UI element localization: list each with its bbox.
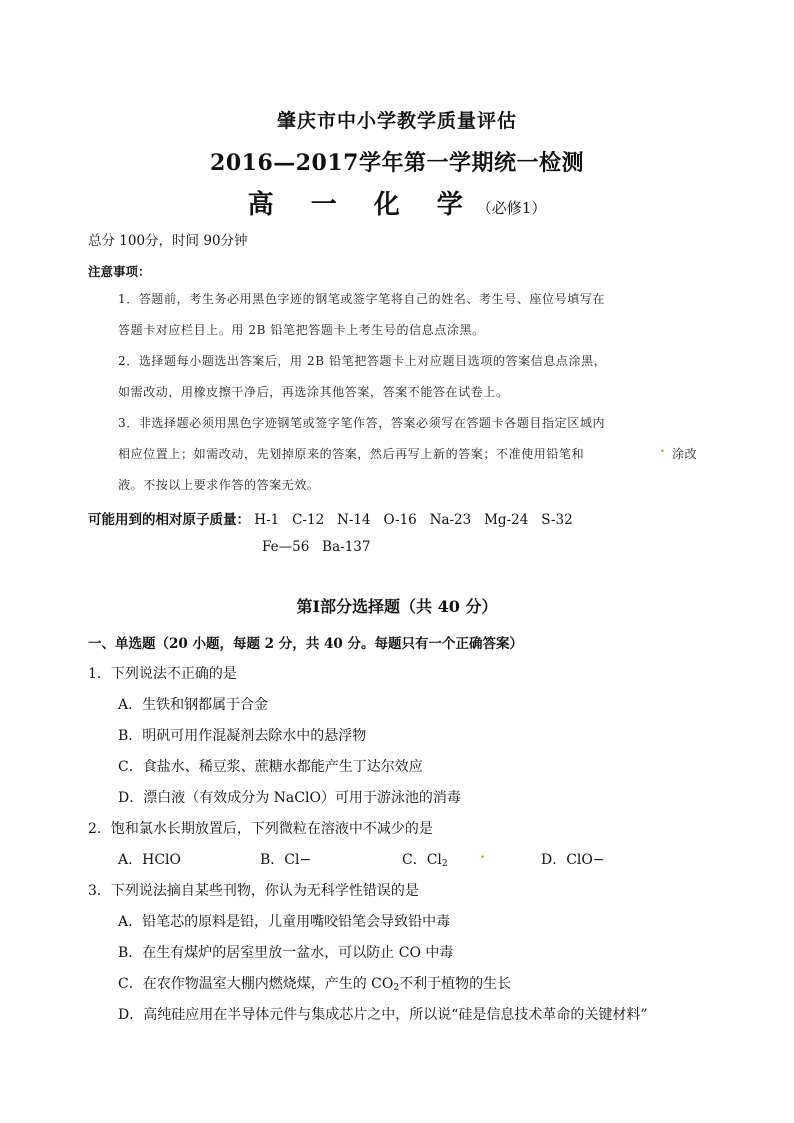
notice-line: 涂改 <box>672 447 698 461</box>
subject-title <box>0 184 794 221</box>
notice-line: 答题卡对应栏目上。用 2B 铅笔把答题卡上考生号的信息点涂黑。 <box>118 323 485 337</box>
subject-note: （必修1） <box>476 199 547 217</box>
notice-line: 如需改动，用橡皮擦干净后，再选涂其他答案，答案不能答在试卷上。 <box>118 385 509 399</box>
part1-instructions: 一、单选题（20 小题，每题 2 分，共 40 分。每题只有一个正确答案） <box>88 636 523 652</box>
exam-organizer: 肇庆市中小学教学质量评估 <box>276 110 517 132</box>
question-stem: 3．下列说法摘自某些刊物，你认为无科学性错误的是 <box>88 883 419 899</box>
option-a: A．生铁和钢都属于合金 <box>118 697 269 713</box>
stray-dot: . <box>660 440 665 456</box>
option-c: C．在农作物温室大棚内燃烧煤，产生的 $CO_2$不利于植物的生长 <box>118 976 512 993</box>
part1-title: 第Ⅰ部分选择题（共 40 分） <box>296 597 498 616</box>
atomic-mass-label: 可能用到的相对原子质量： <box>88 512 250 528</box>
option-b: B．Cl− <box>260 852 312 868</box>
question-stem: 1．下列说法不正确的是 <box>88 666 237 682</box>
notice-line: 2．选择题每小题选出答案后，用 2B 铅笔把答题卡上对应题目选项的答案信息点涂黑， <box>118 354 607 368</box>
option-c: C．食盐水、稀豆浆、蔗糖水都能产生丁达尔效应 <box>118 759 423 775</box>
exam-term: 2016—2017学年第一学期统一检测 <box>210 150 584 176</box>
option-d: D．漂白液（有效成分为 NaClO）可用于游泳池的消毒 <box>118 790 461 806</box>
option-b: B．在生有煤炉的居室里放一盆水，可以防止 CO 中毒 <box>118 945 454 961</box>
notice-line: 3．非选择题必须用黑色字迹钢笔或签字笔作答，答案必须写在答题卡各题目指定区域内 <box>118 416 606 430</box>
option-a: A．铅笔芯的原料是铅，儿童用嘴咬铅笔会导致铅中毒 <box>118 914 451 930</box>
question-stem: 2．饱和氯水长期放置后，下列微粒在溶液中不减少的是 <box>88 821 433 837</box>
option-a: A．HClO <box>118 852 181 868</box>
atomic-mass-values-2: Fe—56 Ba-137 <box>262 539 371 555</box>
notice-line: 液。不按以上要求作答的答案无效。 <box>118 478 320 492</box>
option-b: B．明矾可用作混凝剂去除水中的悬浮物 <box>118 728 367 744</box>
exam-info: 总分 100分，时间 90分钟 <box>88 233 248 249</box>
option-d: D．高纯硅应用在半导体元件与集成芯片之中，所以说“硅是信息技术革命的关键材料” <box>118 1007 648 1023</box>
subject-name: 高 一 化 学 <box>247 190 477 220</box>
notice-title: 注意事项： <box>88 264 151 279</box>
option-d: D．ClO− <box>541 852 605 868</box>
stray-dot: . <box>480 846 485 862</box>
atomic-mass-row <box>88 508 573 528</box>
notice-line: 相应位置上；如需改动，先划掉原来的答案，然后再写上新的答案；不准使用铅笔和 <box>118 447 585 461</box>
option-c: C．$Cl_2$ <box>402 852 448 869</box>
atomic-mass-values: H-1 C-12 N-14 O-16 Na-23 Mg-24 S-32 <box>254 512 573 528</box>
notice-line: 1．答题前，考生务必用黑色字迹的钢笔或签字笔将自己的姓名、考生号、座位号填写在 <box>118 292 606 306</box>
